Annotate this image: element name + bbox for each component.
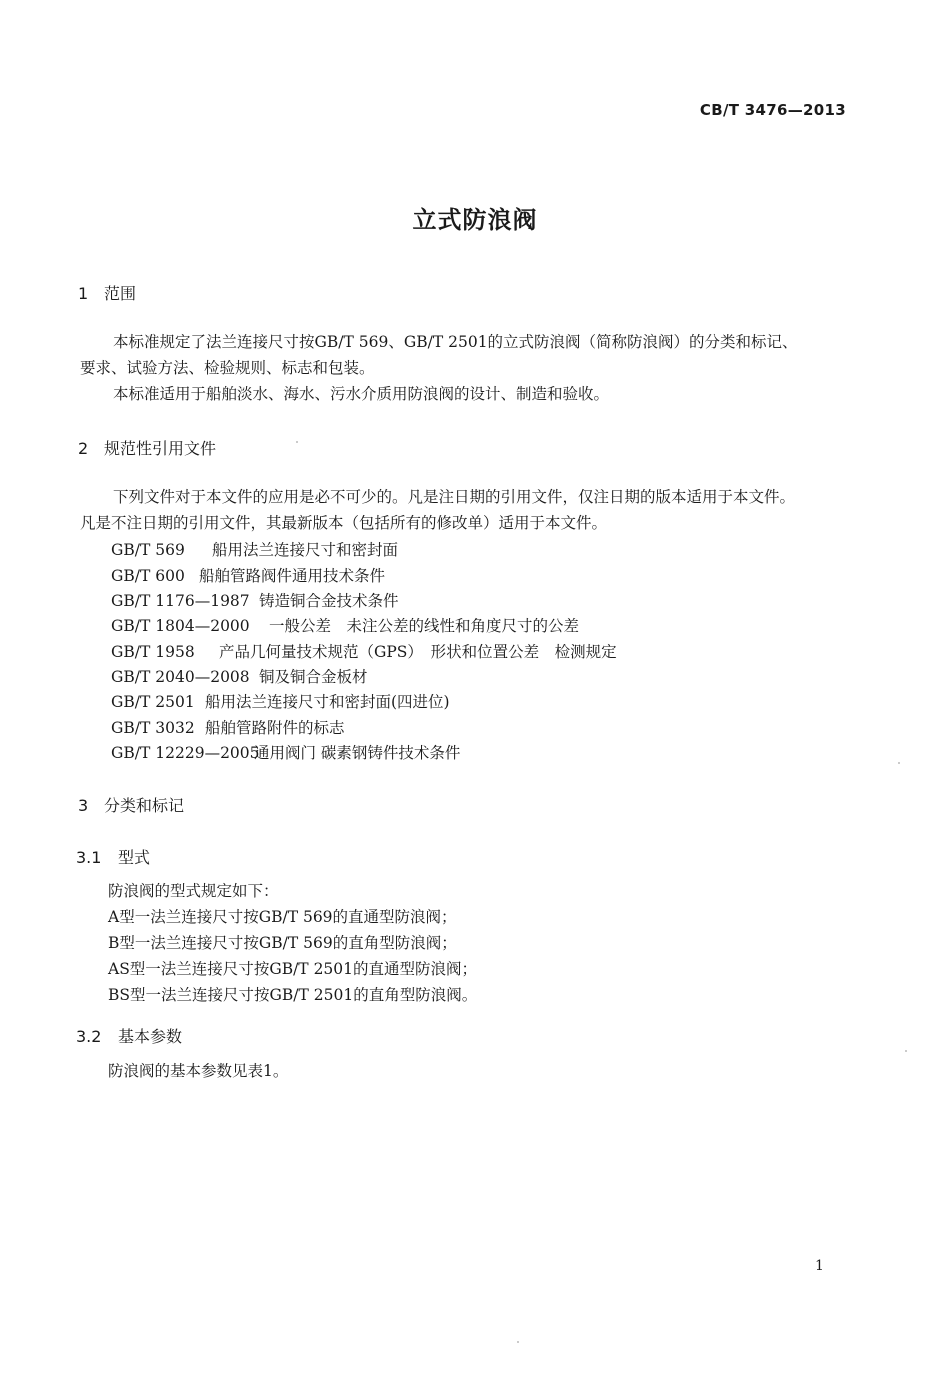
reference-code: GB/T 3032 xyxy=(111,719,195,737)
section-1-title: 范围 xyxy=(104,284,137,303)
reference-code: GB/T 600 xyxy=(111,567,185,585)
section-1-para1-line2: 要求、试验方法、检验规则、标志和包装。 xyxy=(80,359,375,377)
reference-code: GB/T 2040—2008 xyxy=(111,668,250,686)
reference-name: 船用法兰连接尺寸和密封面(四进位) xyxy=(205,693,450,711)
section-1-para1-line1: 本标准规定了法兰连接尺寸按GB/T 569、GB/T 2501的立式防浪阀（简称防浪阀）的分类和标记、 xyxy=(113,333,798,351)
reference-item xyxy=(111,690,450,712)
type-item: AS型一法兰连接尺寸按GB/T 2501的直通型防浪阀； xyxy=(108,960,478,978)
section-1-heading xyxy=(78,281,136,304)
section-3-1-number: 3.1 xyxy=(76,848,102,867)
reference-code: GB/T 2501 xyxy=(111,693,195,711)
section-3-2-heading xyxy=(76,1024,182,1047)
reference-item xyxy=(111,589,399,611)
reference-code: GB/T 1176—1987 xyxy=(111,592,250,610)
reference-name: 船用法兰连接尺寸和密封面 xyxy=(212,541,399,559)
reference-code: GB/T 1804—2000 xyxy=(111,617,250,635)
section-3-number: 3 xyxy=(78,796,89,815)
type-item: A型一法兰连接尺寸按GB/T 569的直通型防浪阀； xyxy=(108,908,457,926)
reference-name: 通用阀门 碳素钢铸件技术条件 xyxy=(254,744,461,762)
section-3-2-title: 基本参数 xyxy=(118,1027,183,1046)
reference-name: 铸造铜合金技术条件 xyxy=(259,592,399,610)
scan-speck xyxy=(517,1341,519,1343)
section-3-1-heading xyxy=(76,845,150,868)
section-3-2-number: 3.2 xyxy=(76,1027,102,1046)
reference-item xyxy=(111,614,579,636)
standard-number: CB/T 3476—2013 xyxy=(699,101,846,119)
section-2-title: 规范性引用文件 xyxy=(104,439,217,458)
reference-code: GB/T 569 xyxy=(111,541,185,559)
reference-name: 产品几何量技术规范（GPS） 形状和位置公差 检测规定 xyxy=(219,643,617,661)
reference-item xyxy=(111,564,385,586)
type-item: BS型一法兰连接尺寸按GB/T 2501的直角型防浪阀。 xyxy=(108,986,478,1004)
section-3-2-text: 防浪阀的基本参数见表1。 xyxy=(108,1062,289,1080)
reference-code: GB/T 12229—2005 xyxy=(111,744,260,762)
reference-code: GB/T 1958 xyxy=(111,643,195,661)
section-1-para2: 本标准适用于船舶淡水、海水、污水介质用防浪阀的设计、制造和验收。 xyxy=(113,385,610,403)
reference-item xyxy=(111,665,368,687)
section-2-number: 2 xyxy=(78,439,89,458)
scan-speck xyxy=(905,1050,907,1052)
reference-item xyxy=(111,716,345,738)
reference-item xyxy=(111,741,460,763)
reference-name: 船舶管路附件的标志 xyxy=(205,719,345,737)
page-number: 1 xyxy=(815,1258,824,1274)
section-2-heading xyxy=(78,436,216,459)
reference-name: 船舶管路阀件通用技术条件 xyxy=(199,567,386,585)
scan-speck xyxy=(296,441,298,443)
section-3-1-intro: 防浪阀的型式规定如下： xyxy=(108,882,279,900)
reference-item xyxy=(111,538,398,560)
section-1-number: 1 xyxy=(78,284,89,303)
section-3-heading xyxy=(78,793,184,816)
reference-name: 铜及铜合金板材 xyxy=(259,668,368,686)
reference-item xyxy=(111,640,617,662)
document-title: 立式防浪阀 xyxy=(412,206,538,234)
type-item: B型一法兰连接尺寸按GB/T 569的直角型防浪阀； xyxy=(108,934,457,952)
scan-speck xyxy=(898,762,900,764)
section-3-1-title: 型式 xyxy=(118,848,151,867)
section-3-title: 分类和标记 xyxy=(104,796,185,815)
section-2-intro-line2: 凡是不注日期的引用文件，其最新版本（包括所有的修改单）适用于本文件。 xyxy=(80,514,608,532)
section-2-intro-line1: 下列文件对于本文件的应用是必不可少的。凡是注日期的引用文件，仅注日期的版本适用于本文件。 xyxy=(113,488,796,506)
reference-name: 一般公差 未注公差的线性和角度尺寸的公差 xyxy=(269,617,580,635)
